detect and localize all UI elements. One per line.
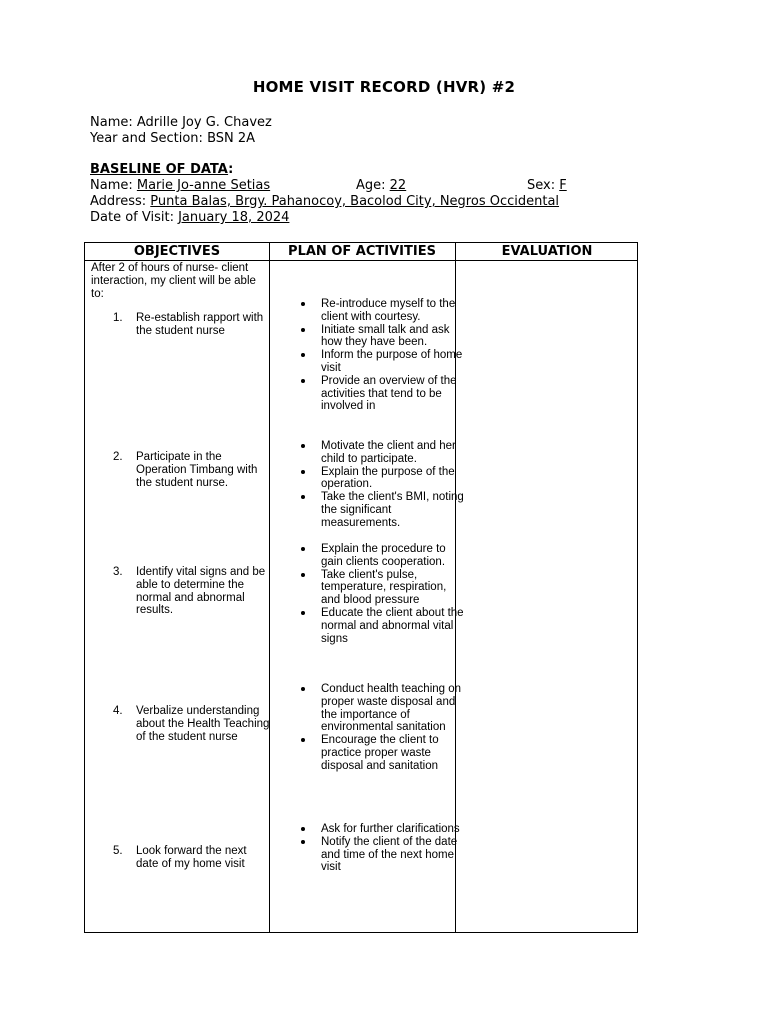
client-address-label: Address:: [90, 194, 151, 209]
activity-item: Explain the procedure to gain clients cooperation.: [297, 543, 465, 569]
activity-group: [297, 298, 465, 413]
activity-group: [297, 823, 465, 874]
client-age-label: Age:: [356, 178, 390, 193]
year-section-line: [90, 131, 255, 147]
year-section-value: BSN 2A: [207, 131, 256, 146]
activity-group: [297, 683, 465, 773]
objective-number: 4.: [113, 705, 123, 717]
visit-date-line: [90, 210, 289, 226]
objective-text: Participate in the Operation Timbang with the student nurse.: [136, 451, 258, 489]
client-sex-line: [527, 178, 567, 194]
client-address-line: [90, 194, 559, 210]
activity-group: [297, 543, 465, 645]
objective-text: Look forward the next date of my home visit: [136, 845, 247, 870]
header-evaluation: EVALUATION: [501, 244, 593, 259]
activity-item: Encourage the client to practice proper waste disposal and sanitation: [297, 734, 465, 772]
header-objectives: OBJECTIVES: [133, 244, 221, 259]
client-name-label: Name:: [90, 178, 137, 193]
objective-number: 2.: [113, 451, 123, 463]
activity-item: Re-introduce myself to the client with courtesy.: [297, 298, 465, 324]
objective-number: 5.: [113, 845, 123, 857]
visit-date-label: Date of Visit:: [90, 210, 179, 225]
activity-group: [297, 440, 465, 530]
activity-item: Take the client's BMI, noting the significant measurements.: [297, 491, 465, 529]
activity-item: Initiate small talk and ask how they have been.: [297, 324, 465, 350]
header-plan-of-activities: PLAN OF ACTIVITIES: [288, 244, 436, 259]
student-name-value: Adrille Joy G. Chavez: [136, 115, 272, 130]
client-name-line: [90, 178, 270, 194]
visit-date-value: January 18, 2024: [178, 210, 290, 225]
activity-item: Notify the client of the date and time of the next home visit: [297, 836, 465, 874]
client-age-line: [356, 178, 406, 194]
objective-number: 3.: [113, 566, 123, 578]
activity-item: Provide an overview of the activities that tend to be involved in: [297, 375, 465, 413]
client-sex-value: F: [559, 178, 567, 193]
activity-item: Motivate the client and her child to participate.: [297, 440, 465, 466]
plan-table: [84, 242, 638, 933]
activity-item: Inform the purpose of home visit: [297, 349, 465, 375]
page-title: HOME VISIT RECORD (HVR) #2: [252, 78, 516, 96]
objective-text: Re-establish rapport with the student nurse: [136, 312, 264, 337]
client-age-value: 22: [389, 178, 407, 193]
activity-item: Educate the client about the normal and abnormal vital signs: [297, 607, 465, 645]
client-name-value: Marie Jo-anne Setias: [136, 178, 271, 193]
baseline-heading: BASELINE OF DATA: [90, 162, 229, 177]
year-section-label: Year and Section:: [90, 131, 208, 146]
activity-item: Ask for further clarifications: [297, 823, 465, 836]
client-sex-label: Sex:: [527, 178, 560, 193]
client-address-value: Punta Balas, Brgy. Pahanocoy, Bacolod City, Negros Occidental: [150, 194, 560, 209]
objective-text: Verbalize understanding about the Health Teaching of the student nurse: [136, 705, 270, 743]
objective-text: Identify vital signs and be able to determine the normal and abnormal results.: [136, 566, 266, 617]
activity-item: Conduct health teaching on proper waste disposal and the importance of environmental sanitation: [297, 683, 465, 734]
objective-number: 1.: [113, 312, 123, 324]
objectives-intro: After 2 of hours of nurse- client interaction, my client will be able to:: [91, 262, 256, 300]
activity-item: Explain the purpose of the operation.: [297, 466, 465, 492]
student-name-label: Name:: [90, 115, 137, 130]
baseline-heading-colon: :: [228, 162, 234, 177]
baseline-heading-line: [90, 162, 233, 178]
activity-item: Take client's pulse, temperature, respiration, and blood pressure: [297, 569, 465, 607]
header-divider: [85, 260, 637, 261]
student-name-line: [90, 115, 272, 131]
